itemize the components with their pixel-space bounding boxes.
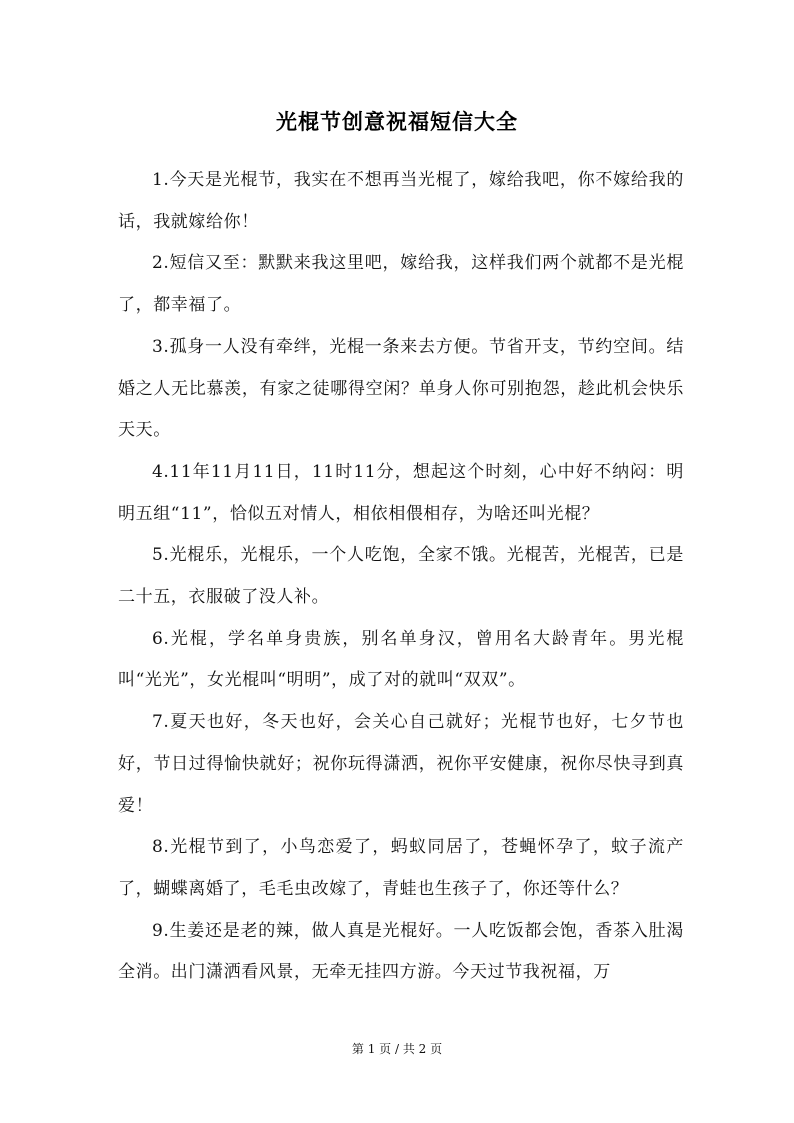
paragraph-3: 3.孤身一人没有牵绊，光棍一条来去方便。节省开支，节约空间。结婚之人无比慕羡，有家之徒哪得空闲？单身人你可别抱怨，趁此机会快乐天天。 (118, 336, 684, 441)
page-title: 光棍节创意祝福短信大全 (276, 110, 518, 134)
paragraph-9: 9.生姜还是老的辣，做人真是光棍好。一人吃饭都会饱，香茶入肚渴全消。出门潇洒看风景，无牵无挂四方游。今天过节我祝福，万 (118, 920, 684, 983)
paragraph-2: 2.短信又至：默默来我这里吧，嫁给我，这样我们两个就都不是光棍了，都幸福了。 (118, 253, 684, 316)
paragraph-8: 8.光棍节到了，小鸟恋爱了，蚂蚁同居了，苍蝇怀孕了，蚊子流产了，蝴蝶离婚了，毛毛虫改嫁了，青蛙也生孩子了，你还等什么？ (118, 837, 684, 899)
document-body (118, 160, 684, 994)
paragraph-5: 5.光棍乐，光棍乐，一个人吃饱，全家不饿。光棍苦，光棍苦，已是二十五，衣服破了没人补。 (118, 545, 684, 608)
paragraph-7: 7.夏天也好，冬天也好，会关心自己就好；光棍节也好，七夕节也好，节日过得愉快就好；祝你玩得潇洒，祝你平安健康，祝你尽快寻到真爱！ (118, 712, 684, 816)
page-footer: 第 1 页 / 共 2 页 (351, 1042, 443, 1056)
paragraph-1: 1.今天是光棍节，我实在不想再当光棍了，嫁给我吧，你不嫁给我的话，我就嫁给你！ (118, 170, 684, 232)
paragraph-4: 4.11年11月11日，11时11分，想起这个时刻，心中好不纳闷：明明五组“11”，恰似五对情人，相依相偎相存，为啥还叫光棍？ (118, 461, 684, 524)
paragraph-6: 6.光棍，学名单身贵族，别名单身汉，曾用名大龄青年。男光棍叫“光光”，女光棍叫“明明”，成了对的就叫“双双”。 (118, 628, 684, 691)
